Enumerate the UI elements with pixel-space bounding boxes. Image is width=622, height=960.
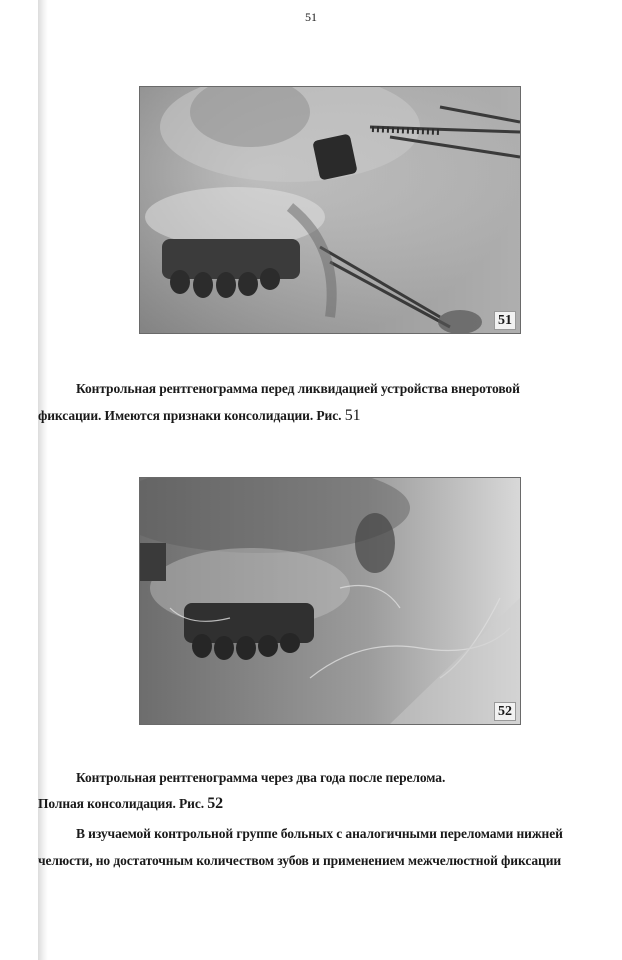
caption-1-line-2 xyxy=(38,407,361,425)
caption-1-figure-ref: 51 xyxy=(344,407,361,424)
caption-2-line-2-text: Полная консолидация. Рис. xyxy=(38,796,204,811)
xray-image-51 xyxy=(140,87,520,333)
body-text-line-1: В изучаемой контрольной группе больных с аналогичными переломами нижней xyxy=(76,826,563,841)
xray-figure-52 xyxy=(139,477,521,725)
page-number: 51 xyxy=(305,10,317,24)
caption-2-figure-ref: 52 xyxy=(207,795,224,812)
figure-label-51: 51 xyxy=(494,311,516,330)
figure-label-52: 52 xyxy=(494,702,516,721)
body-text-line-2: челюсти, но достаточным количеством зубов и применением межчелюстной фиксации xyxy=(38,853,562,868)
scan-shadow-edge xyxy=(38,0,48,960)
caption-2-line-2 xyxy=(38,795,223,813)
xray-image-52 xyxy=(140,478,520,724)
caption-1-line-1: Контрольная рентгенограмма перед ликвидацией устройства внеротовой xyxy=(76,381,520,396)
xray-figure-51 xyxy=(139,86,521,334)
caption-1-line-2-text: фиксации. Имеются признаки консолидации. Рис. xyxy=(38,408,342,423)
caption-2-line-1: Контрольная рентгенограмма через два года после перелома. xyxy=(76,770,446,785)
